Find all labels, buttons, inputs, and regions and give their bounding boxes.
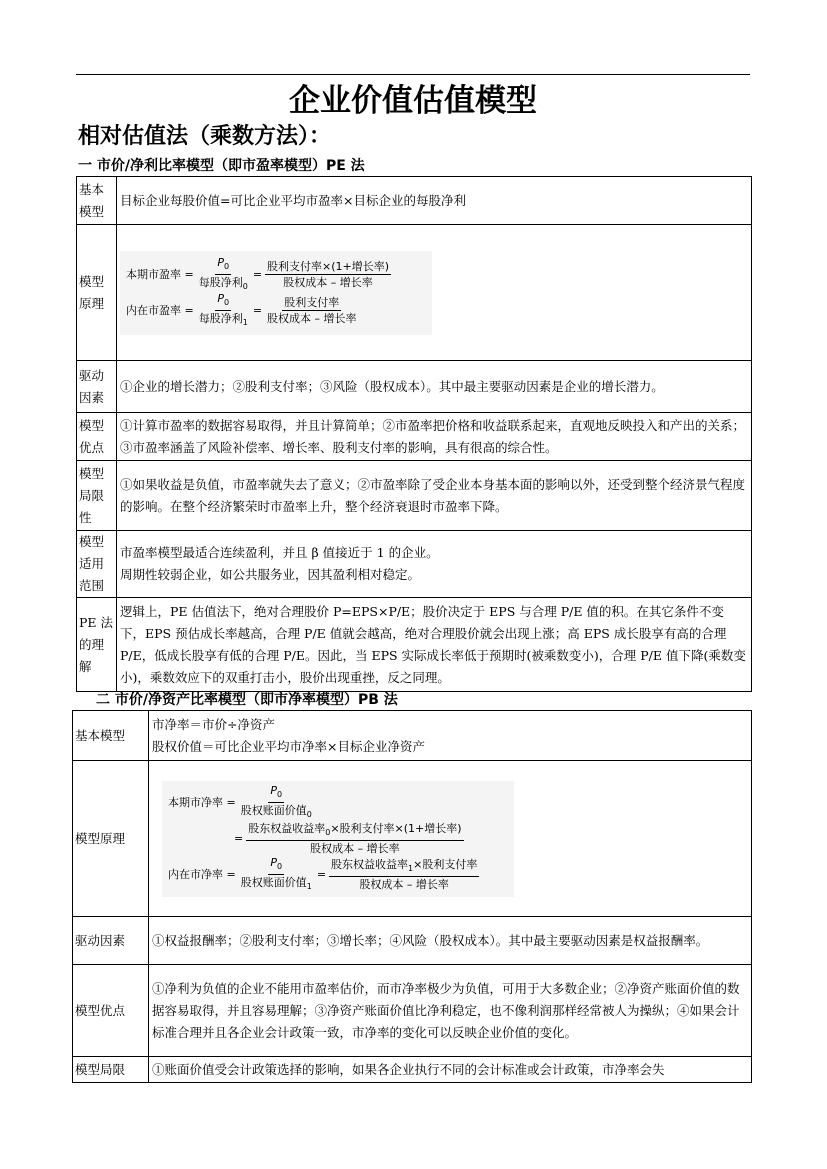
header-rule — [76, 74, 750, 75]
row-label: 模型优点 — [77, 413, 117, 461]
formula-text: = — [252, 267, 263, 281]
formula-text: = — [252, 303, 263, 317]
row-content — [149, 761, 752, 917]
formula-sub: 1 — [306, 882, 312, 892]
row-line: 周期性较弱企业，如公共服务业，因其盈利相对稳定。 — [120, 567, 421, 582]
formula-text: ×股利支付率 — [413, 857, 478, 871]
row-content: ①账面价值受会计政策选择的影响，如果各企业执行不同的会计标准或会计政策，市净率会失 — [149, 1057, 752, 1083]
row-line: 市盈率模型最适合连续盈利，并且 β 值接近于 1 的企业。 — [120, 545, 439, 560]
row-content: ①如果收益是负值，市盈率就失去了意义；②市盈率除了受企业本身基本面的影响以外，还受到整个经济景气程度的影响。在整个经济繁荣时市盈率上升，整个经济衰退时市盈率下降。 — [117, 461, 752, 531]
formula-sub: 1 — [408, 864, 414, 874]
row-label: 基本模型 — [77, 177, 117, 225]
formula-text: 股权成本 – 增长率 — [359, 878, 449, 892]
pe-table — [76, 176, 752, 692]
row-content: ①权益报酬率；②股利支付率；③增长率；④风险（股权成本）。其中最主要驱动因素是权益报酬率。 — [149, 917, 752, 965]
table-row — [73, 1057, 752, 1083]
pb-heading: 二 市价/净资产比率模型（即市净率模型）PB 法 — [96, 692, 398, 708]
formula-text: 股利支付率 — [284, 296, 340, 309]
table-row — [77, 531, 752, 598]
table-row — [77, 413, 752, 461]
row-label: 驱动因素 — [77, 361, 117, 413]
formula-sub: 0 — [277, 862, 283, 871]
formula-text: P — [270, 855, 278, 869]
pe-formula-image — [120, 251, 432, 335]
formula-sub: 1 — [242, 318, 248, 328]
row-label: 基本模型 — [73, 711, 149, 761]
table-row — [77, 225, 752, 361]
formula-text: 股权账面价值 — [240, 876, 307, 889]
row-label: 模型适用范围 — [77, 531, 117, 598]
formula-text: 每股净利 — [198, 276, 243, 289]
table-row — [73, 761, 752, 917]
formula-sub: 0 — [325, 828, 331, 838]
row-content — [117, 531, 752, 598]
formula-text: P — [217, 291, 225, 305]
row-content: 逻辑上，PE 估值法下，绝对合理股价 P=EPS×P/E；股价决定于 EPS 与合理 P/E 值的积。在其它条件不变下，EPS 预估成长率越高，合理 P/E 值就会越高，绝对合理股价就会出现上涨；高 EPS 成长股享有高的合理 P/E，低成长股享有低的合理 P/E。因此，当 EPS 实际成长率低于预期时(被乘数变小)，合理 P/E 值下降(乘数变小)，乘数效应下的双重打击小，股价出现重挫，反之同理。 — [117, 598, 752, 692]
formula-text: ×股利支付率×(1+增长率) — [330, 821, 462, 835]
row-line: 市净率＝市价÷净资产 — [152, 716, 275, 732]
row-label: 模型原理 — [73, 761, 149, 917]
formula-text: 股东权益收益率 — [331, 857, 409, 871]
section-heading: 相对估值法（乘数方法）： — [78, 124, 332, 149]
row-label: 模型原理 — [77, 225, 117, 361]
row-label: 模型局限 — [73, 1057, 149, 1083]
pe-heading: 一 市价/净利比率模型（即市盈率模型）PE 法 — [78, 158, 365, 174]
formula-text: P — [217, 255, 225, 269]
table-row — [73, 917, 752, 965]
formula-text: = — [316, 867, 327, 881]
table-row — [73, 711, 752, 761]
formula-label: 本期市净率 = — [168, 795, 236, 809]
pb-table — [72, 710, 752, 1083]
row-line: 股权价值＝可比企业平均市净率×目标企业净资产 — [152, 738, 425, 754]
row-label: 模型局限性 — [77, 461, 117, 531]
row-content: ①计算市盈率的数据容易取得，并且计算简单；②市盈率把价格和收益联系起来，直观地反映投入和产出的关系；③市盈率涵盖了风险补偿率、增长率、股利支付率的影响，具有很高的综合性。 — [117, 413, 752, 461]
formula-text: 股利支付率×(1+增长率) — [267, 260, 390, 273]
row-content: 目标企业每股价值=可比企业平均市盈率×目标企业的每股净利 — [117, 177, 752, 225]
page-title: 企业价值估值模型 — [289, 83, 537, 119]
row-content — [117, 225, 752, 361]
formula-text: = — [234, 831, 244, 845]
formula-sub: 0 — [224, 262, 230, 271]
formula-sub: 0 — [306, 810, 312, 820]
row-content: ①净利为负值的企业不能用市盈率估价，而市净率极少为负值，可用于大多数企业；②净资产账面价值的数据容易取得，并且容易理解；③净资产账面价值比净利稳定，也不像利润那样经常被人为操纵；④如果会计标准合理并且各企业会计政策一致，市净率的变化可以反映企业价值的变化。 — [149, 965, 752, 1057]
formula-text: 股东权益收益率 — [248, 821, 326, 835]
row-label: 驱动因素 — [73, 917, 149, 965]
table-row — [77, 361, 752, 413]
table-row — [77, 177, 752, 225]
formula-sub: 0 — [242, 282, 248, 292]
formula-text: 股权成本 – 增长率 — [267, 312, 357, 325]
formula-label: 内在市净率 = — [168, 867, 236, 881]
table-row — [77, 461, 752, 531]
formula-sub: 0 — [224, 298, 230, 307]
formula-text: 股权成本 – 增长率 — [283, 276, 373, 289]
row-content — [149, 711, 752, 761]
table-row — [77, 598, 752, 692]
formula-text: 股权账面价值 — [240, 804, 307, 817]
table-row — [73, 965, 752, 1057]
row-label: 模型优点 — [73, 965, 149, 1057]
formula-text: P — [270, 783, 278, 797]
formula-text: 每股净利 — [198, 312, 243, 325]
formula-label: 本期市盈率 = — [126, 267, 194, 281]
formula-sub: 0 — [277, 790, 283, 799]
row-content: ①企业的增长潜力；②股利支付率；③风险（股权成本）。其中最主要驱动因素是企业的增长潜力。 — [117, 361, 752, 413]
formula-text: 股权成本 – 增长率 — [310, 842, 400, 856]
formula-label: 内在市盈率 = — [126, 303, 194, 317]
pb-formula-image — [162, 781, 514, 897]
row-label: PE 法的理解 — [77, 598, 117, 692]
